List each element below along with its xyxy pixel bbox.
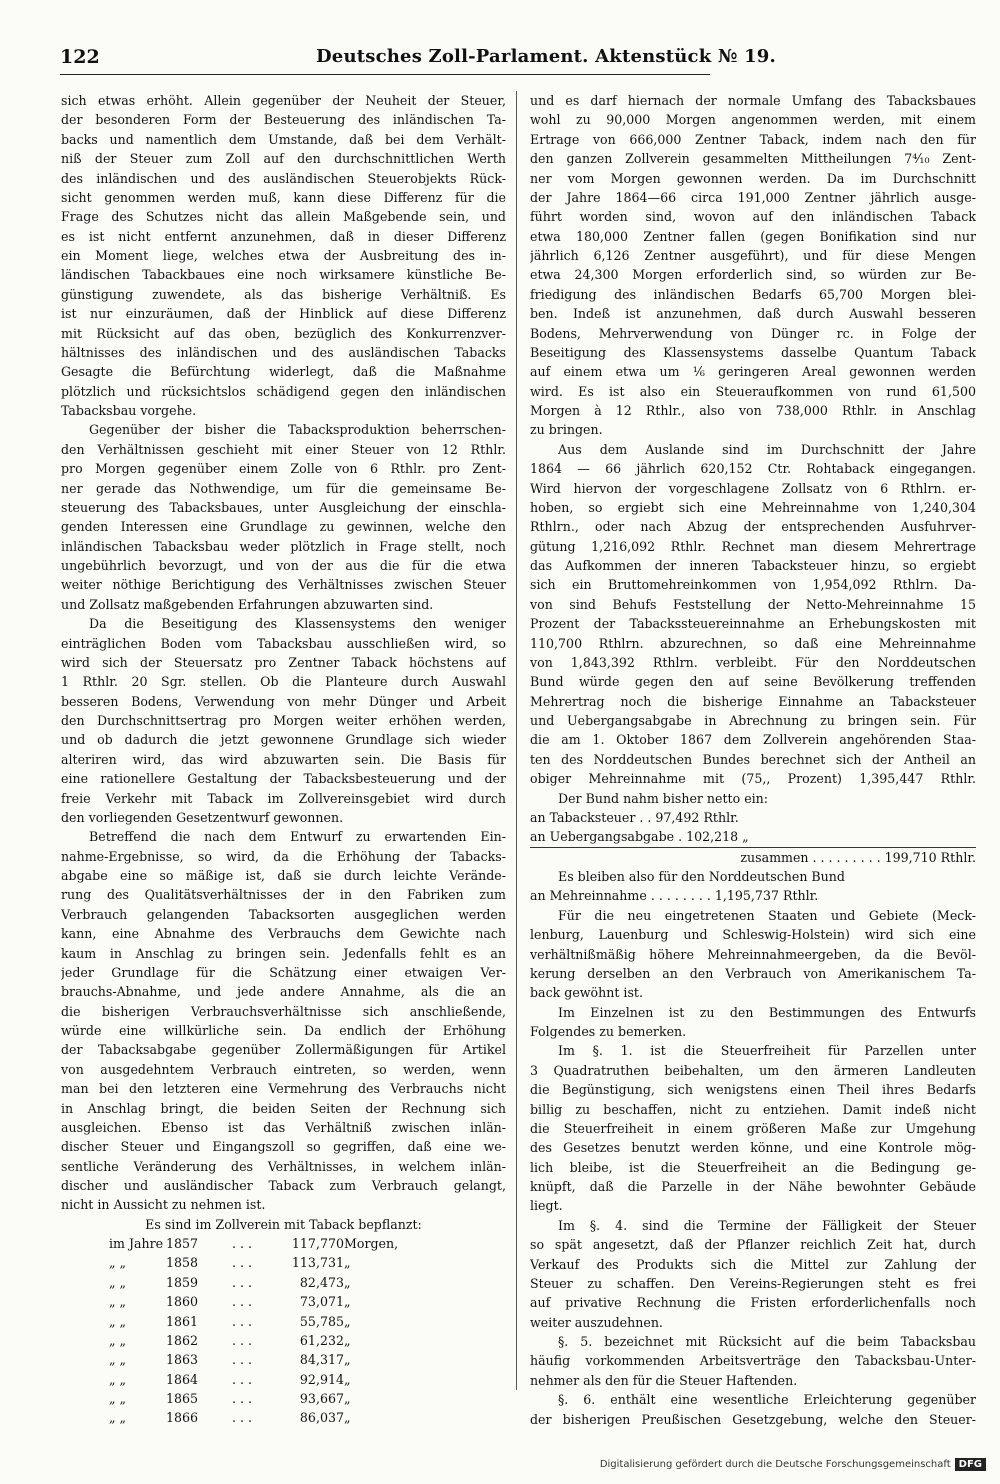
acreage-value: 82,473 xyxy=(299,1274,344,1290)
text-line: ben. Indeß ist anzunehmen, daß durch Auswahl besseren xyxy=(530,306,976,322)
year-prefix: im Jahre xyxy=(109,1236,164,1252)
text-line: 110,700 Rthlrn. abzurechnen, so daß eine Mehreinnahme xyxy=(530,635,976,651)
year-prefix: „ „ xyxy=(109,1352,127,1368)
acreage-value: 117,770 xyxy=(291,1236,344,1252)
text-line: kaum in Anschlag zu bringen sein. Jedenfalls fehlt es an xyxy=(61,945,506,961)
text-line: wohl zu 90,000 Morgen angenommen werden, mit einem xyxy=(530,112,976,128)
text-line: ein Moment liege, welches etwa der Ausbreitung des in- xyxy=(61,248,506,263)
text-line: mit Rücksicht auf das oben, bezüglich des Konkurrenzver- xyxy=(61,325,506,341)
year-prefix: „ „ xyxy=(109,1371,127,1387)
text-line: obiger Mehreinnahme mit (75,, Prozent) 1,395,447 Rthlr. xyxy=(530,771,976,787)
text-line: 3 Quadratruthen beibehalten, um den ärmeren Landleuten xyxy=(530,1062,976,1078)
text-line: und Uebergangsabgabe in Abrechnung zu bringen sein. Für xyxy=(530,713,976,728)
text-line: nicht in Aussicht zu nehmen ist. xyxy=(61,1197,266,1213)
year-cell: 1859 xyxy=(166,1274,199,1290)
text-line: 1 Rthlr. 20 Sgr. stellen. Ob die Planteure durch Auswahl xyxy=(61,674,506,690)
leader-dots: . . . xyxy=(232,1313,253,1329)
text-line: rung des Qualitätsverhältnisses der in den Fabriken zum xyxy=(61,887,506,903)
leader-dots: . . . xyxy=(232,1410,253,1426)
text-line: wird. Es ist also ein Steueraufkommen von rund 61,500 xyxy=(530,383,976,399)
text-line: verhältnißmäßig höhere Mehreinnahmeergeben, da die Bevöl- xyxy=(530,946,976,962)
left-column-text xyxy=(61,91,506,1215)
text-line: ten des Norddeutschen Bundes berechnet sich der Antheil an xyxy=(530,751,976,767)
text-line: Steuer zu schaffen. Den Vereins-Regierungen steht es frei xyxy=(530,1275,976,1291)
unit-cell: „ xyxy=(344,1390,351,1406)
year-prefix: „ „ xyxy=(109,1410,127,1426)
text-line: etwa 180,000 Zentner fallen (gegen Bonifikation sind nur xyxy=(530,228,976,244)
leader-dots: . . . xyxy=(232,1236,253,1252)
unit-cell: „ xyxy=(344,1274,351,1290)
text-line: hoben, so ergiebt sich eine Mehreinnahme von 1,240,304 xyxy=(530,499,976,515)
acreage-value: 93,667 xyxy=(299,1390,344,1406)
text-line: den vorliegenden Gesetzentwurf gewonnen. xyxy=(61,809,344,825)
text-line: auf einem etwa um ¹⁄₆ geringeren Areal gewonnen werden xyxy=(530,364,976,380)
text-line: ist nur einzuräumen, daß der Hinblick auf diese Differenz xyxy=(61,306,506,322)
text-line: führt worden sind, wovon auf den inländischen Taback xyxy=(530,209,976,225)
text-line: ländischen Tabackbaues eine noch wirksamere künstliche Be- xyxy=(61,267,506,283)
table-row xyxy=(109,1350,398,1369)
text-line: back gewöhnt ist. xyxy=(530,985,643,1001)
year-prefix: „ „ xyxy=(109,1274,127,1290)
acreage-value: 84,317 xyxy=(299,1352,344,1368)
table-row xyxy=(109,1312,398,1331)
text-line: und ob dadurch die jetzt gewonnene Grundlage sich wieder xyxy=(61,732,506,748)
footer-text: Digitalisierung gefördert durch die Deutsche Forschungsgemeinschaft xyxy=(599,1459,951,1470)
text-line: Der Bund nahm bisher netto ein: xyxy=(558,790,769,806)
text-line: günstigung zuwendete, als das bisherige Verhältniß. Es xyxy=(61,286,506,302)
acreage-value: 92,914 xyxy=(299,1371,344,1387)
text-line: brauchs-Abnahme, und jede andere Annahme, als die an xyxy=(61,984,506,1000)
text-line: ner gerade das Nothwendige, um für die gemeinsame Be- xyxy=(61,480,506,496)
year-cell: 1858 xyxy=(166,1255,199,1271)
text-line: den Verhältnissen geschieht mit einer Steuer von 12 Rthlr. xyxy=(61,441,506,457)
table-row xyxy=(109,1234,398,1253)
text-line: die Steuerfreiheit in einem größeren Maße zur Umgehung xyxy=(530,1120,976,1136)
text-line: zusammen . . . . . . . . . 199,710 Rthlr. xyxy=(530,847,976,867)
text-line: Rthlrn., oder nach Abzug der entsprechenden Ausfuhrver- xyxy=(530,519,976,535)
text-line: ner vom Morgen gewonnen werden. Da im Durchschnitt xyxy=(530,170,976,186)
text-line: den ganzen Zollverein gesammelten Mittheilungen 7⁴⁄₁₀ Zent- xyxy=(530,151,976,167)
right-column-text xyxy=(530,91,976,1429)
unit-cell: „ xyxy=(344,1332,351,1348)
leader-dots: . . . xyxy=(232,1255,253,1271)
text-line: discher und ausländischer Taback zum Verbrauch gelangt, xyxy=(61,1178,506,1193)
text-line: an Mehreinnahme . . . . . . . . 1,195,737 Rthlr. xyxy=(530,888,819,904)
unit-cell: „ xyxy=(344,1371,351,1387)
year-prefix: „ „ xyxy=(109,1255,127,1271)
text-line: des Gesetzes benutzt werden könne, und eine Kontrole mög- xyxy=(530,1140,976,1156)
text-line: knüpft, daß die Parzelle in der Nähe bewohnter Gebäude xyxy=(530,1179,976,1194)
leader-dots: . . . xyxy=(232,1294,253,1310)
year-prefix: „ „ xyxy=(109,1294,127,1310)
text-line: zu bringen. xyxy=(530,422,603,438)
text-line: des inländischen und des ausländischen Steuerobjekts Rück- xyxy=(61,170,506,186)
text-line: pro Morgen gegenüber einem Zolle von 6 Rthlr. pro Zent- xyxy=(61,461,506,477)
text-line: würde eine willkürliche sein. Da endlich der Erhöhung xyxy=(61,1023,506,1038)
unit-cell: „ xyxy=(344,1410,351,1426)
tobacco-acreage-table xyxy=(109,1234,398,1427)
text-line: abgabe eine so mäßige ist, daß sie durch leichte Verände- xyxy=(61,868,506,883)
text-line: Verbrauch gelangenden Tabacksorten ausgeglichen werden xyxy=(61,906,506,922)
text-line: von 1,843,392 Rthlrn. verbleibt. Für den Norddeutschen xyxy=(530,654,976,670)
text-line: Beseitigung des Klassensystems dasselbe Quantum Taback xyxy=(530,344,976,360)
year-cell: 1865 xyxy=(166,1390,199,1406)
text-line: häufig vorkommenden Arbeitsverträge den Tabacksbau-Unter- xyxy=(530,1353,976,1369)
unit-cell: Morgen, xyxy=(344,1236,399,1252)
leader-dots: . . . xyxy=(232,1352,253,1368)
year-cell: 1862 xyxy=(166,1332,199,1348)
text-line: auf privative Rechnung die Fristen erforderlichenfalls noch xyxy=(530,1295,976,1311)
text-line: die bisherigen Verbrauchsverhältnisse sich anschließende, xyxy=(61,1003,506,1019)
text-line: man bei den letzteren eine Vermehrung des Verbrauchs nicht xyxy=(61,1081,506,1097)
text-line: so spät angesetzt, daß der Pflanzer reichlich Zeit hat, durch xyxy=(530,1237,976,1253)
text-line: Frage des Schutzes nicht das allein Maßgebende sein, und xyxy=(61,209,506,225)
text-line: Gegenüber der bisher die Tabacksproduktion beherrschen- xyxy=(89,422,506,438)
table-row xyxy=(109,1389,398,1408)
text-line: nahme-Ergebnisse, so wird, da die Erhöhung der Tabacks- xyxy=(61,848,506,864)
acreage-value: 86,037 xyxy=(299,1410,344,1426)
unit-cell: „ xyxy=(344,1313,351,1329)
text-line: liegt. xyxy=(530,1198,563,1214)
text-line: weiter nöthige Berichtigung des Verhältnisses zwischen Steuer xyxy=(61,577,506,593)
leader-dots: . . . xyxy=(232,1332,253,1348)
text-line: billig zu beschaffen, nicht zu entziehen. Damit indeß nicht xyxy=(530,1101,976,1117)
acreage-value: 55,785 xyxy=(299,1313,344,1329)
text-line: 1864 — 66 jährlich 620,152 Ctr. Rohtaback eingegangen. xyxy=(530,461,976,477)
text-line: den Durchschnittsertrag pro Morgen weiter erhöhen werden, xyxy=(61,713,506,728)
unit-cell: „ xyxy=(344,1255,351,1271)
acreage-value: 61,232 xyxy=(299,1332,344,1348)
text-line: gütung 1,216,092 Rthlr. Rechnet man diesem Mehrertrage xyxy=(530,538,976,554)
table-row xyxy=(109,1253,398,1272)
right-column xyxy=(530,91,976,1429)
text-line: Im §. 4. sind die Termine der Fälligkeit der Steuer xyxy=(558,1217,976,1233)
text-line: Es bleiben also für den Norddeutschen Bund xyxy=(558,869,845,884)
text-line: friedigung des inländischen Bedarfs 65,700 Morgen blei- xyxy=(530,286,976,302)
text-line: ungebührlich bevorzugt, und von der aus die für die etwa xyxy=(61,558,506,573)
text-line: alteriren wird, das wird abzuwarten sein. Die Basis für xyxy=(61,751,506,767)
year-cell: 1857 xyxy=(166,1236,199,1252)
text-line: sich ein Bruttomehreinkommen von 1,954,092 Rthlrn. Da- xyxy=(530,577,976,593)
text-line: die am 1. Oktober 1867 dem Zollverein angehörenden Staa- xyxy=(530,732,976,748)
text-line: und Zollsatz maßgebenden Erfahrungen abzuwarten sind. xyxy=(61,596,434,612)
text-line: freie Verkehr mit Taback im Zollvereinsgebiet wird durch xyxy=(61,790,506,806)
leader-dots: . . . xyxy=(232,1371,253,1387)
dfg-logo: DFG xyxy=(955,1458,986,1471)
text-line: Im Einzelnen ist zu den Bestimmungen des Entwurfs xyxy=(558,1004,976,1020)
text-line: es ist nicht entfernt anzunehmen, daß in dieser Differenz xyxy=(61,228,506,244)
text-line: Folgendes zu bemerken. xyxy=(530,1024,687,1039)
text-line: Ertrage von 666,000 Zentner Taback, indem nach den für xyxy=(530,131,976,147)
text-line: wird sich der Steuersatz pro Zentner Taback höchstens auf xyxy=(61,654,506,670)
text-line: sich etwas erhöht. Allein gegenüber der Neuheit der Steuer, xyxy=(61,93,506,108)
text-line: sicht genommen werden muß, kann diese Differenz für die xyxy=(61,189,506,205)
year-prefix: „ „ xyxy=(109,1313,127,1329)
leader-dots: . . . xyxy=(232,1390,253,1406)
text-line: genden Interessen eine Grundlage zu gewinnen, welche den xyxy=(61,519,506,535)
text-line: einträglichen Boden vom Tabacksbau ausschließen wird, so xyxy=(61,635,506,651)
text-line: Wird hiervon der vorgeschlagene Zollsatz von 6 Rthlrn. er- xyxy=(530,480,976,496)
text-line: inländischen Tabacksbau weder plötzlich in Frage stellt, noch xyxy=(61,538,506,554)
text-line: sentliche Veränderung des Verhältnisses, in welchem inlän- xyxy=(61,1158,506,1174)
text-line: der bisherigen Preußischen Gesetzgebung, welche den Steuer- xyxy=(530,1411,976,1427)
text-line: der besonderen Form der Besteuerung des inländischen Ta- xyxy=(61,112,506,128)
table-row xyxy=(109,1273,398,1292)
text-line: Für die neu eingetretenen Staaten und Gebiete (Meck- xyxy=(558,907,976,923)
year-cell: 1860 xyxy=(166,1294,199,1310)
text-line: Aus dem Auslande sind im Durchschnitt der Jahre xyxy=(558,441,976,457)
text-line: steuerung des Tabacksbaues, unter Ausgleichung der einschla- xyxy=(61,499,506,515)
text-line: nehmer als den für die Steuer Haftenden. xyxy=(530,1372,798,1388)
text-line: der Tabacksabgabe gegenüber Zollermäßigungen für Artikel xyxy=(61,1042,506,1058)
running-header xyxy=(60,46,776,75)
text-line: Betreffend die nach dem Entwurf zu erwartenden Ein- xyxy=(89,829,506,845)
text-line: lenburg, Lauenburg und Schleswig-Holstein) wird sich eine xyxy=(530,927,976,943)
text-line: discher Steuer und Eingangszoll so gegriffen, daß eine we- xyxy=(61,1139,506,1155)
text-line: Bodens, Mehrverwendung von Dünger rc. in Folge der xyxy=(530,325,976,341)
text-line: Gesagte die Befürchtung widerlegt, daß die Maßnahme xyxy=(61,364,506,380)
page-number: 122 xyxy=(60,46,100,68)
text-line: Bund würde gegen den auf seine Bevölkerung treffenden xyxy=(530,674,976,690)
text-line: backs und namentlich dem Umstande, daß bei dem Verhält- xyxy=(61,131,506,147)
text-line: kerung derselben an den Verbrauch von Amerikanischem Ta- xyxy=(530,965,976,981)
text-line: von ausgedehntem Verbrauch eintreten, so werden, wenn xyxy=(61,1061,506,1077)
text-line: in Anschlag bringt, die beiden Seiten der Rechnung sich xyxy=(61,1100,506,1116)
year-prefix: „ „ xyxy=(109,1332,127,1348)
text-line: kann, eine Abnahme des Verbrauchs dem Gewichte nach xyxy=(61,926,506,942)
acreage-value: 73,071 xyxy=(299,1294,344,1310)
text-line: Verkauf des Produkts sich die Mittel zur Zahlung der xyxy=(530,1256,976,1272)
footer-credit xyxy=(600,1458,986,1471)
year-cell: 1866 xyxy=(166,1410,199,1426)
leader-dots: . . . xyxy=(232,1274,253,1290)
text-line: Prozent der Tabackssteuereinnahme an Erhebungskosten mit xyxy=(530,616,976,632)
text-line: etwa 24,300 Morgen erforderlich sind, so würden zur Be- xyxy=(530,267,976,283)
table-intro: Es sind im Zollverein mit Taback bepflanzt: xyxy=(145,1216,422,1232)
text-line: besseren Bodens, Verwendung von mehr Dünger und Arbeit xyxy=(61,693,506,709)
year-cell: 1863 xyxy=(166,1352,199,1368)
text-line: die Begünstigung, sich wenigstens einen Theil ihres Bedarfs xyxy=(530,1082,976,1098)
text-line: von sind Behufs Feststellung der Netto-Mehreinnahme 15 xyxy=(530,596,976,612)
text-line: der Jahre 1864—66 circa 191,000 Zentner jährlich ausge- xyxy=(530,189,976,205)
year-cell: 1861 xyxy=(166,1313,199,1329)
text-line: weiter auszudehnen. xyxy=(530,1314,663,1330)
text-line: jeder Grundlage für die Schätzung einer etwaigen Ver- xyxy=(61,964,506,980)
text-line: an Tabacksteuer . . 97,492 Rthlr. xyxy=(530,809,739,825)
text-line: hältnisses des inländischen und des ausländischen Tabacks xyxy=(61,344,506,360)
year-cell: 1864 xyxy=(166,1371,199,1387)
table-row xyxy=(109,1331,398,1350)
text-line: Tabacksbau vorgehe. xyxy=(61,403,197,418)
table-row xyxy=(109,1292,398,1311)
text-line: an Uebergangsabgabe . 102,218 „ xyxy=(530,829,749,845)
text-line: jährlich 6,126 Zentner ausgeführt), und für diese Mengen xyxy=(530,248,976,263)
left-column xyxy=(61,91,506,1428)
text-line: Da die Beseitigung des Klassensystems den weniger xyxy=(89,616,506,632)
text-line: §. 6. enthält eine wesentliche Erleichterung gegenüber xyxy=(558,1392,976,1408)
year-prefix: „ „ xyxy=(109,1390,127,1406)
table-row xyxy=(109,1370,398,1389)
text-line: das Aufkommen der inneren Tabacksteuer hinzu, so ergiebt xyxy=(530,558,976,573)
unit-cell: „ xyxy=(344,1352,351,1368)
unit-cell: „ xyxy=(344,1294,351,1310)
text-line: §. 5. bezeichnet mit Rücksicht auf die beim Tabacksbau xyxy=(558,1334,976,1349)
acreage-value: 113,731 xyxy=(291,1255,344,1271)
text-line: ausgleichen. Ebenso ist das Verhältniß zwischen inlän- xyxy=(61,1119,506,1135)
text-line: eine rationellere Gestaltung der Tabacksbesteuerung und der xyxy=(61,771,506,787)
text-line: niß der Steuer zum Zoll auf den durchschnittlichen Werth xyxy=(61,151,506,167)
table-row xyxy=(109,1408,398,1427)
running-title: Deutsches Zoll-Parlament. Aktenstück № 19. xyxy=(316,46,776,67)
text-line: Mehrertrag noch die bisherige Einnahme an Tabacksteuer xyxy=(530,693,976,709)
text-line: Im §. 1. ist die Steuerfreiheit für Parzellen unter xyxy=(558,1043,976,1059)
text-line: Morgen à 12 Rthlr., also von 738,000 Rthlr. in Anschlag xyxy=(530,403,976,418)
column-divider xyxy=(516,91,517,1390)
text-line: und es darf hiernach der normale Umfang des Tabacksbaues xyxy=(530,93,976,108)
text-line: lich bleibe, ist die Steuerfreiheit an die Bedingung ge- xyxy=(530,1159,976,1175)
text-line: plötzlich und rücksichtslos schädigend gegen den inländischen xyxy=(61,383,506,399)
